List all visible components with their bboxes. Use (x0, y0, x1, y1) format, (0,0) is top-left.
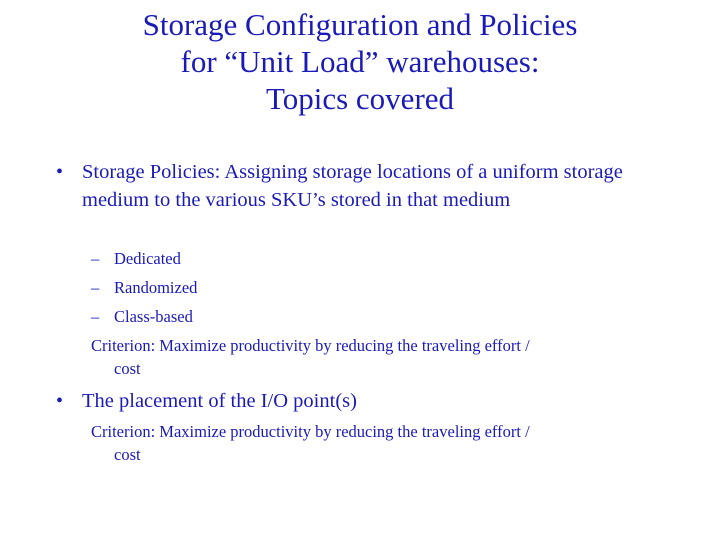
bullet-marker: • (56, 390, 64, 412)
sub-item-marker: – (91, 278, 100, 297)
bullet-text: Storage Policies: Assigning storage locations of a uniform storage medium to the various SKU’s stored in that medium (82, 161, 623, 211)
criterion-line-2: cost (114, 445, 141, 464)
sub-item-text: Randomized (114, 278, 198, 297)
title-line-2: for “Unit Load” warehouses: (180, 44, 540, 79)
title-line-3: Topics covered (265, 81, 455, 116)
criterion-io-point (91, 420, 651, 466)
sub-item-text: Dedicated (114, 249, 181, 268)
bullet-marker: • (56, 161, 64, 183)
title-line-1: Storage Configuration and Policies (142, 7, 578, 42)
bullet-text: The placement of the I/O point(s) (82, 390, 357, 412)
criterion-line-1: Criterion: Maximize productivity by reducing the traveling effort / (91, 336, 530, 355)
criterion-line-1: Criterion: Maximize productivity by reducing the traveling effort / (91, 422, 530, 441)
sub-item-marker: – (91, 249, 100, 268)
sub-item-text: Class-based (114, 307, 193, 326)
criterion-storage-policies (91, 334, 651, 380)
criterion-line-2: cost (114, 359, 141, 378)
sub-item-marker: – (91, 307, 100, 326)
slide-title (60, 6, 660, 117)
